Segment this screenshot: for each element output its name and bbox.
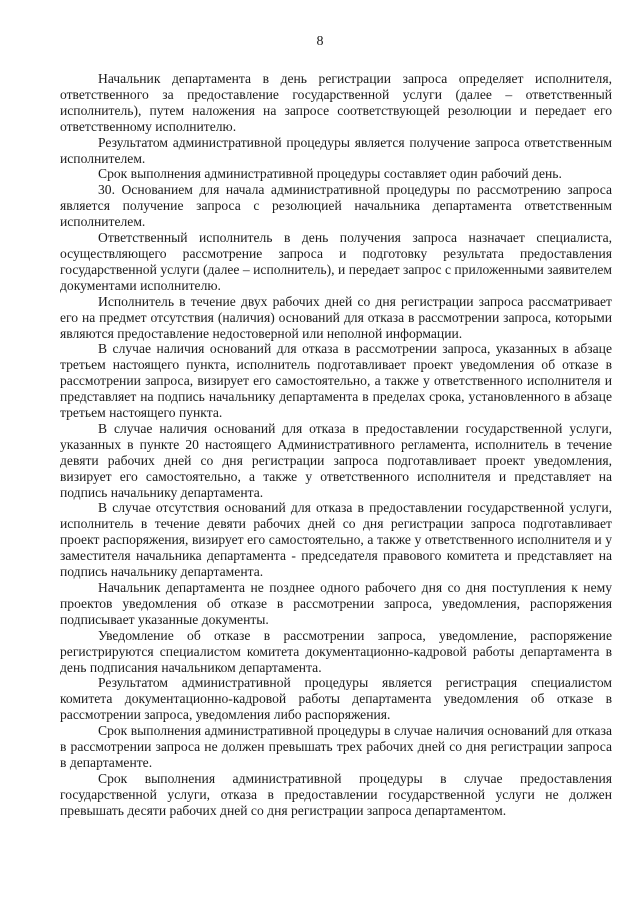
paragraph: 30. Основанием для начала административной процедуры по рассмотрению запроса является получение запроса с резолюцией начальника департамента ответственным исполнителем.: [60, 182, 612, 230]
paragraph: Результатом административной процедуры является регистрация специалистом комитета документационно-кадровой работы департамента уведомления об отказе в рассмотрении запроса, уведомления либо распоряжения.: [60, 675, 612, 723]
paragraph: Исполнитель в течение двух рабочих дней со дня регистрации запроса рассматривает его на предмет отсутствия (наличия) оснований для отказа в рассмотрении запроса, которыми являются предоставление недостоверной или неполной информации.: [60, 293, 612, 341]
page-number: 8: [316, 34, 324, 49]
paragraph: В случае наличия оснований для отказа в рассмотрении запроса, указанных в абзаце третьем настоящего пункта, исполнитель подготавливает проект уведомления об отказе в рассмотрении запроса, визирует его самостоятельно, а также у ответственного исполнителя и представляет на подпись начальнику департамента в пределах срока, установленного в абзаце третьем настоящего пункта.: [60, 341, 612, 421]
paragraph: Срок выполнения административной процедуры в случае предоставления государственной услуги, отказа в предоставлении государственной услуги не должен превышать десяти рабочих дней со дня регистрации запроса департаментом.: [60, 770, 612, 818]
document-body: [60, 71, 612, 819]
paragraph: Срок выполнения административной процедуры составляет один рабочий день.: [98, 166, 562, 182]
paragraph: Начальник департамента в день регистрации запроса определяет исполнителя, ответственного за предоставление государственной услуги (далее – ответственный исполнитель), путем наложения на запросе соответствующей резолюции и передает его ответственному исполнителю.: [60, 71, 612, 134]
paragraph: Результатом административной процедуры является получение запроса ответственным исполнителем.: [60, 134, 612, 166]
paragraph: Ответственный исполнитель в день получения запроса назначает специалиста, осуществляющего рассмотрение запроса и подготовку результата предоставления государственной услуги (далее – исполнитель), и передает запрос с приложенными заявителем документами исполнителю.: [60, 230, 612, 293]
paragraph: В случае наличия оснований для отказа в предоставлении государственной услуги, указанных в пункте 20 настоящего Административного регламента, исполнитель в течение девяти рабочих дней со дня регистрации запроса подготавливает проект уведомления, визирует его самостоятельно, а также у ответственного исполнителя и представляет на подпись начальнику департамента.: [60, 420, 612, 500]
paragraph: Уведомление об отказе в рассмотрении запроса, уведомление, распоряжение регистрируются специалистом комитета документационно-кадровой работы департамента в день подписания начальником департамента.: [60, 627, 612, 675]
paragraph: В случае отсутствия оснований для отказа в предоставлении государственной услуги, исполнитель в течение девяти рабочих дней со дня регистрации запроса подготавливает проект распоряжения, визирует его самостоятельно, а также у ответственного исполнителя и у заместителя начальника департамента - председателя правового комитета и представляет на подпись начальнику департамента.: [60, 500, 612, 580]
paragraph: Срок выполнения административной процедуры в случае наличия оснований для отказа в рассмотрении запроса не должен превышать трех рабочих дней со дня регистрации запроса в департаменте.: [60, 723, 612, 770]
paragraph: Начальник департамента не позднее одного рабочего дня со дня поступления к нему проектов уведомления об отказе в рассмотрении запроса, уведомления, распоряжения подписывает указанные документы.: [60, 580, 612, 627]
